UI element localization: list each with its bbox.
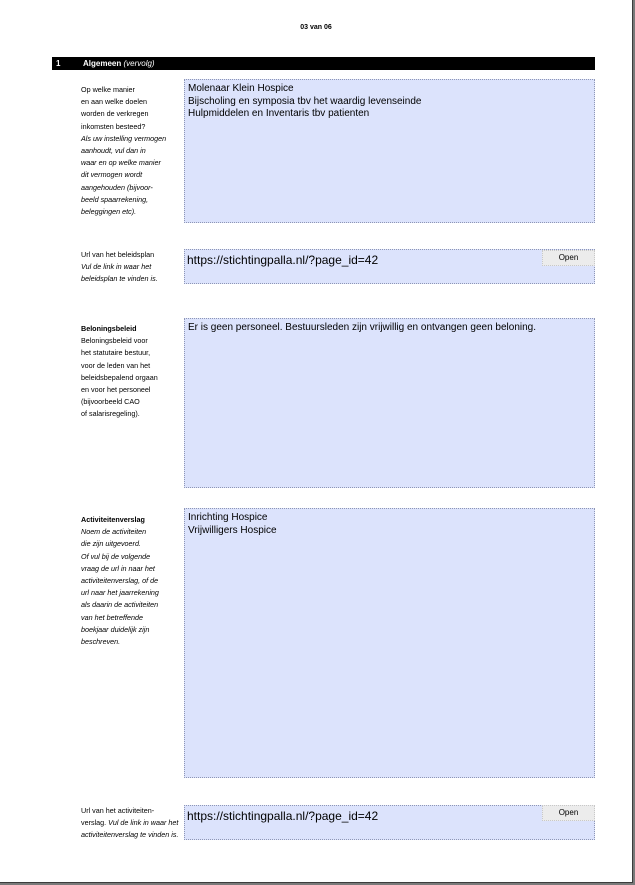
page-number: 03 van 06	[300, 24, 332, 31]
label-hint-line: Of vul bij de volgende	[81, 551, 151, 561]
remuneration-field[interactable]	[184, 318, 595, 488]
spending-field[interactable]	[184, 79, 595, 223]
field-line: Er is geen personeel. Bestuursleden zijn vrijwillig en ontvangen geen beloning.	[188, 322, 536, 333]
activities-url-label	[81, 805, 181, 842]
section-header	[52, 57, 595, 70]
label-hint-line: Vul de link in waar het	[81, 262, 152, 272]
label-line: inkomsten besteed?	[81, 121, 146, 131]
label-line: worden de verkregen	[81, 109, 149, 119]
activities-url-field[interactable]: https://stichtingpalla.nl/?page_id=42	[184, 805, 595, 840]
activities-field[interactable]	[184, 508, 595, 778]
label-hint-line: waar en op welke manier	[81, 158, 161, 168]
label-hint-line: van het betreffende	[81, 612, 143, 622]
label-hint-line: beschreven.	[81, 637, 121, 647]
spending-label	[81, 84, 181, 218]
label-hint-line: vraag de url in naar het	[81, 563, 155, 573]
label-line: en voor het personeel	[81, 385, 151, 395]
field-line: Molenaar Klein Hospice	[188, 83, 294, 94]
label-line: (bijvoorbeeld CAO	[81, 397, 140, 407]
label-line: beleidsbepalend orgaan	[81, 372, 158, 382]
label-hint-line: beleggingen etc).	[81, 207, 137, 217]
label-line: voor de leden van het	[81, 360, 151, 370]
label-line: en aan welke doelen	[81, 97, 147, 107]
label-line	[81, 817, 181, 829]
field-line: Bijscholing en symposia tbv het waardig levenseinde	[188, 95, 422, 107]
label-line: Beloningsbeleid voor	[81, 336, 148, 346]
label-line: of salarisregeling).	[81, 409, 140, 419]
label-hint-line: boekjaar duidelijk zijn	[81, 624, 150, 634]
label-hint-line: beleidsplan te vinden is.	[81, 274, 158, 284]
label-hint-line: url naar het jaarrekening	[81, 588, 159, 598]
open-activities-url-button[interactable]: Open	[542, 805, 595, 821]
label-part-italic: Vul de link in waar het	[106, 818, 179, 828]
label-hint-line: dit vermogen wordt	[81, 170, 143, 180]
policy-url-label	[81, 249, 181, 286]
label-line: Url van het beleidsplan	[81, 250, 155, 259]
label-heading: Activiteitenverslag	[81, 515, 145, 524]
section-title	[83, 59, 155, 68]
label-line: Op welke manier	[81, 85, 135, 94]
label-hint-line: activiteitenverslag te vinden is.	[81, 830, 179, 840]
label-hint-line: Noem de activiteiten	[81, 527, 147, 537]
label-hint-line: aangehouden (bijvoor-	[81, 182, 153, 192]
label-part: verslag.	[81, 818, 107, 828]
label-hint-line: beeld spaarrekening,	[81, 194, 149, 204]
label-line: Url van het activiteiten-	[81, 806, 155, 815]
field-line: Vrijwilligers Hospice	[188, 524, 277, 536]
section-title-suffix: (vervolg)	[123, 59, 155, 68]
label-heading: Beloningsbeleid	[81, 324, 137, 333]
label-hint-line: aanhoudt, vul dan in	[81, 146, 146, 156]
label-hint-line: Als uw instelling vermogen	[81, 133, 167, 143]
section-number: 1	[56, 59, 61, 68]
label-line: het statutaire bestuur,	[81, 348, 151, 358]
remuneration-label	[81, 323, 181, 421]
field-line: Hulpmiddelen en Inventaris tbv patienten	[188, 108, 370, 119]
open-policy-url-button[interactable]: Open	[542, 250, 595, 266]
field-line: Inrichting Hospice	[188, 512, 268, 523]
label-hint-line: die zijn uitgevoerd.	[81, 539, 141, 549]
label-hint-line: als daarin de activiteiten	[81, 600, 159, 610]
label-hint-line: activiteitenverslag, of de	[81, 576, 159, 586]
activities-label	[81, 514, 181, 648]
policy-url-field[interactable]: https://stichtingpalla.nl/?page_id=42	[184, 249, 595, 284]
section-title-text: Algemeen	[83, 59, 122, 68]
